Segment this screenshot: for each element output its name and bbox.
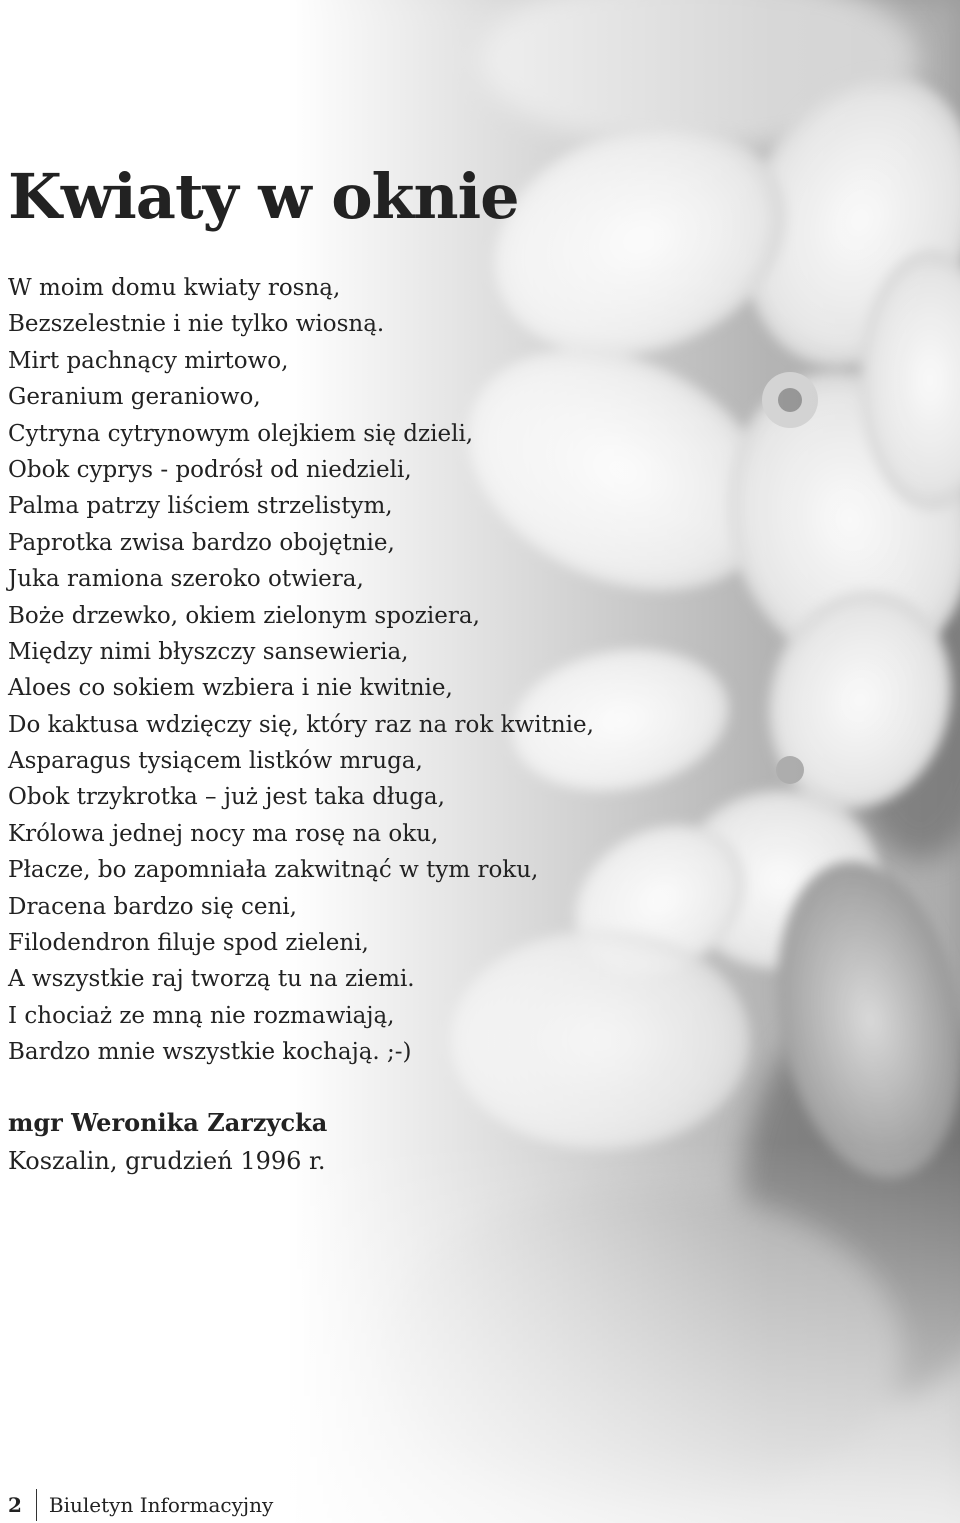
poem-line: Juka ramiona szeroko otwiera, [8, 566, 364, 593]
page-number: 2 [8, 1493, 22, 1517]
poem-line: Królowa jednej nocy ma rosę na oku, [8, 820, 439, 847]
page-footer [8, 1487, 273, 1523]
poem-line: Filodendron filuje spod zieleni, [8, 930, 369, 957]
footer-divider [36, 1489, 37, 1521]
poem-line: Obok trzykrotka – już jest taka długa, [8, 784, 445, 811]
poem-line: Asparagus tysiącem listków mruga, [8, 748, 423, 775]
poem-line: W moim domu kwiaty rosną, [8, 275, 341, 301]
poem-line: I chociaż ze mną nie rozmawiają, [8, 1002, 395, 1029]
poem-line: Obok cyprys - podrósł od niedzieli, [8, 456, 412, 483]
poem-line: Palma patrzy liściem strzelistym, [8, 493, 393, 520]
poem-line: Do kaktusa wdzięczy się, który raz na rok kwitnie, [8, 711, 594, 738]
poem-line: Między nimi błyszczy sansewieria, [8, 638, 409, 665]
poem-line: Mirt pachnący mirtowo, [8, 347, 289, 374]
place-date: Koszalin, grudzień 1996 r. [8, 1147, 326, 1175]
poem-line: Paprotka zwisa bardzo obojętnie, [8, 529, 395, 556]
poem-line: Bezszelestnie i nie tylko wiosną. [8, 311, 385, 338]
poem-line: A wszystkie raj tworzą tu na ziemi. [8, 966, 415, 993]
publication-name: Biuletyn Informacyjny [48, 1493, 274, 1517]
poem-line: Bardzo mnie wszystkie kochają. ;-) [8, 1039, 412, 1066]
poem-line: Dracena bardzo się ceni, [8, 893, 297, 920]
poem-line: Cytryna cytrynowym olejkiem się dzieli, [8, 420, 474, 447]
poem-body [8, 270, 594, 1071]
poem-line: Płacze, bo zapomniała zakwitnąć w tym roku, [8, 857, 539, 884]
poem-line: Aloes co sokiem wzbiera i nie kwitnie, [8, 675, 453, 702]
poem-title: Kwiaty w oknie [8, 160, 519, 233]
author-name: mgr Weronika Zarzycka [8, 1108, 328, 1137]
signature-block [8, 1105, 327, 1181]
poem-line: Geranium geraniowo, [8, 384, 261, 411]
poem-line: Boże drzewko, okiem zielonym spoziera, [8, 602, 480, 629]
